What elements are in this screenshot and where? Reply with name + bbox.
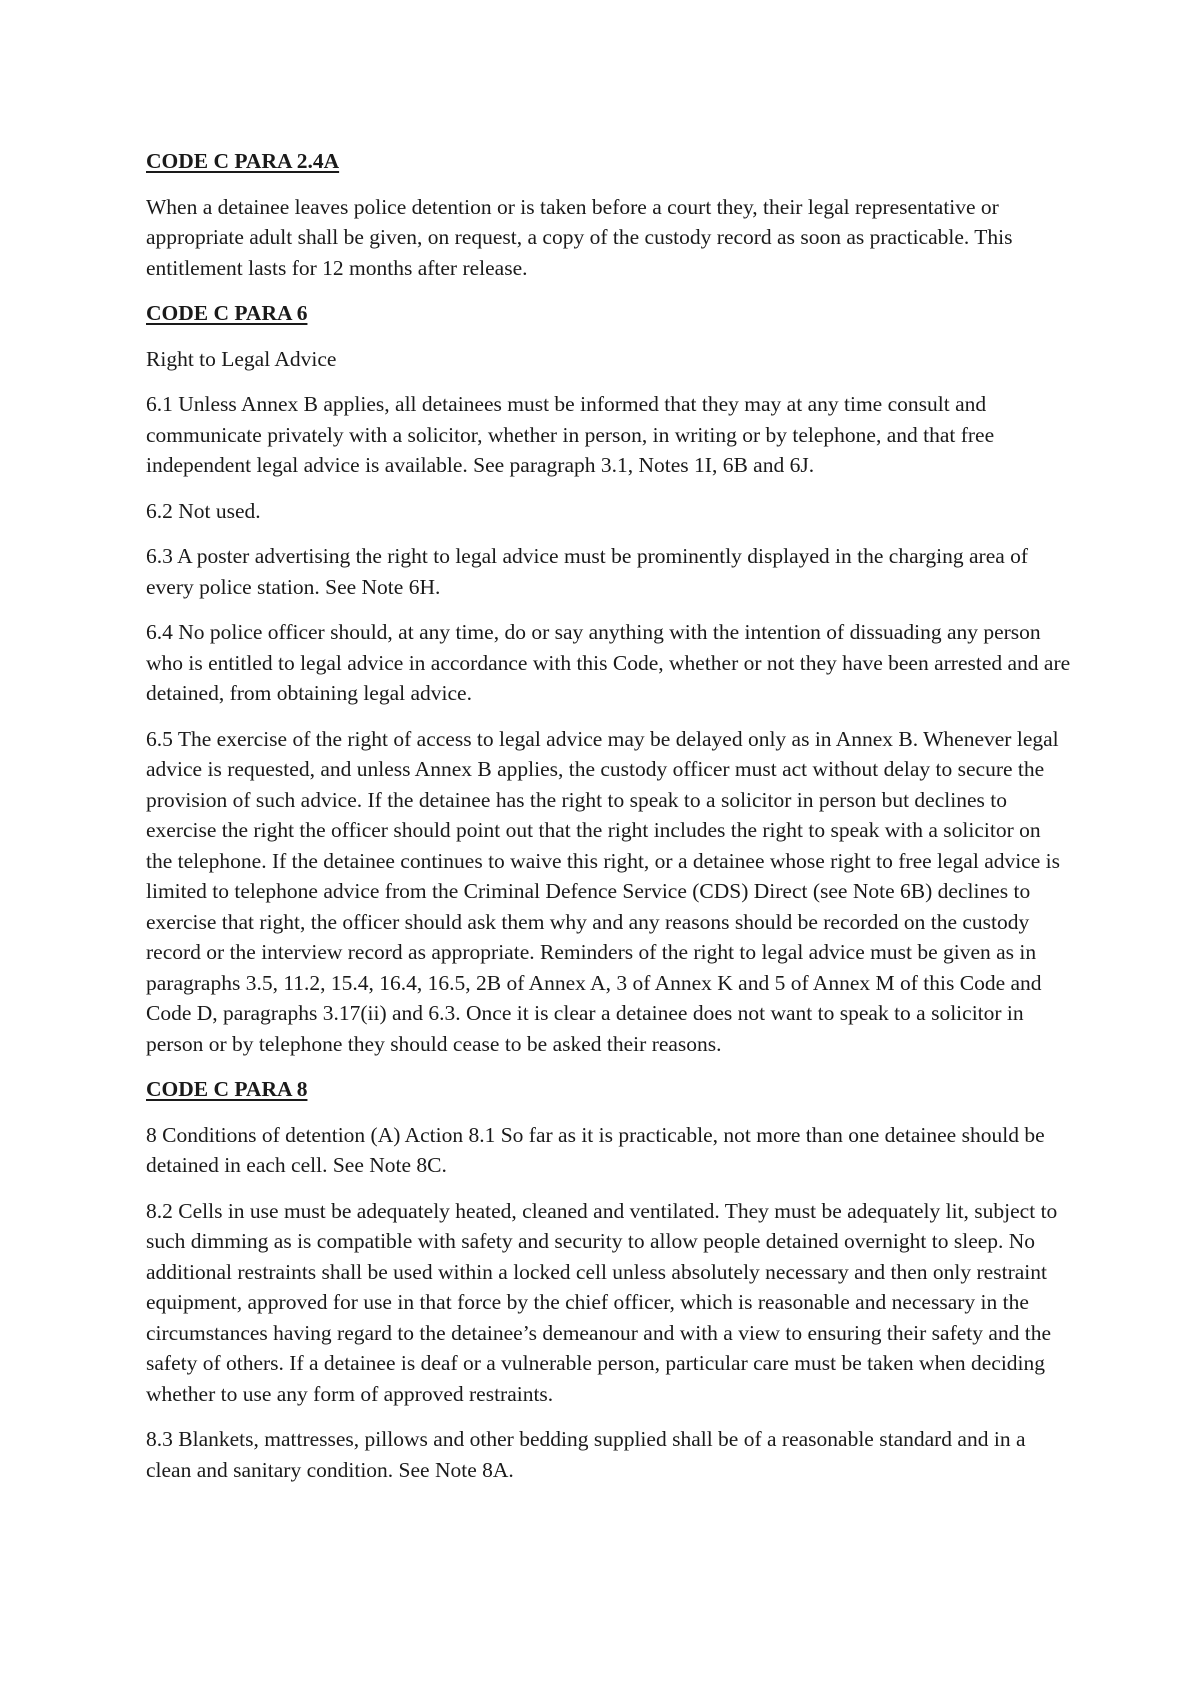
document-page xyxy=(146,146,1072,1500)
paragraph: 8.3 Blankets, mattresses, pillows and other bedding supplied shall be of a reasonable standard and in a clean and sanitary condition. See Note 8A. xyxy=(146,1427,1026,1482)
paragraph: 6.4 No police officer should, at any time, do or say anything with the intention of dissuading any person who is entitled to legal advice in accordance with this Code, whether or not they have been arrested and are detained, from obtaining legal advice. xyxy=(146,620,1071,705)
section-heading: CODE C PARA 6 xyxy=(146,301,308,325)
section-code-c-para-2-4a xyxy=(146,146,1072,283)
paragraph: 8 Conditions of detention (A) Action 8.1 So far as it is practicable, not more than one detainee should be detained in each cell. See Note 8C. xyxy=(146,1122,1045,1177)
section-code-c-para-6 xyxy=(146,298,1072,1059)
paragraph: When a detainee leaves police detention or is taken before a court they, their legal representative or appropriate adult shall be given, on request, a copy of the custody record as soon as practicable. This entitlement lasts for 12 months after release. xyxy=(146,194,1013,280)
section-heading: CODE C PARA 2.4A xyxy=(146,149,340,173)
paragraph: 8.2 Cells in use must be adequately heated, cleaned and ventilated. They must be adequately lit, subject to such dimming as is compatible with safety and security to allow people detained overnight to sleep. No additional restraints shall be used within a locked cell unless absolutely necessary and then only restraint equipment, approved for use in that force by the chief officer, which is reasonable and necessary in the circumstances having regard to the detainee’s demeanour and with a view to ensuring their safety and the safety of others. If a detainee is deaf or a vulnerable person, particular care must be taken when deciding whether to use any form of approved restraints. xyxy=(146,1198,1058,1406)
paragraph: 6.3 A poster advertising the right to legal advice must be prominently displayed in the charging area of every police station. See Note 6H. xyxy=(146,544,1029,599)
paragraph-subtitle: Right to Legal Advice xyxy=(146,346,337,371)
paragraph: 6.2 Not used. xyxy=(146,498,261,523)
paragraph: 6.1 Unless Annex B applies, all detainees must be informed that they may at any time consult and communicate privately with a solicitor, whether in person, in writing or by telephone, and that free independent legal advice is available. See paragraph 3.1, Notes 1I, 6B and 6J. xyxy=(146,392,995,477)
section-heading: CODE C PARA 8 xyxy=(146,1077,308,1101)
paragraph: 6.5 The exercise of the right of access to legal advice may be delayed only as in Annex B. Whenever legal advice is requested, and unless Annex B applies, the custody officer must act without delay to secure the provision of such advice. If the detainee has the right to speak to a solicitor in person but declines to exercise the right the officer should point out that the right includes the right to speak with a solicitor on the telephone. If the detainee continues to waive this right, or a detainee whose right to free legal advice is limited to telephone advice from the Criminal Defence Service (CDS) Direct (see Note 6B) declines to exercise that right, the officer should ask them why and any reasons should be recorded on the custody record or the interview record as appropriate. Reminders of the right to legal advice must be given as in paragraphs 3.5, 11.2, 15.4, 16.4, 16.5, 2B of Annex A, 3 of Annex K and 5 of Annex M of this Code and Code D, paragraphs 3.17(ii) and 6.3. Once it is clear a detainee does not want to speak to a solicitor in person or by telephone they should cease to be asked their reasons. xyxy=(146,726,1061,1056)
section-code-c-para-8 xyxy=(146,1074,1072,1485)
